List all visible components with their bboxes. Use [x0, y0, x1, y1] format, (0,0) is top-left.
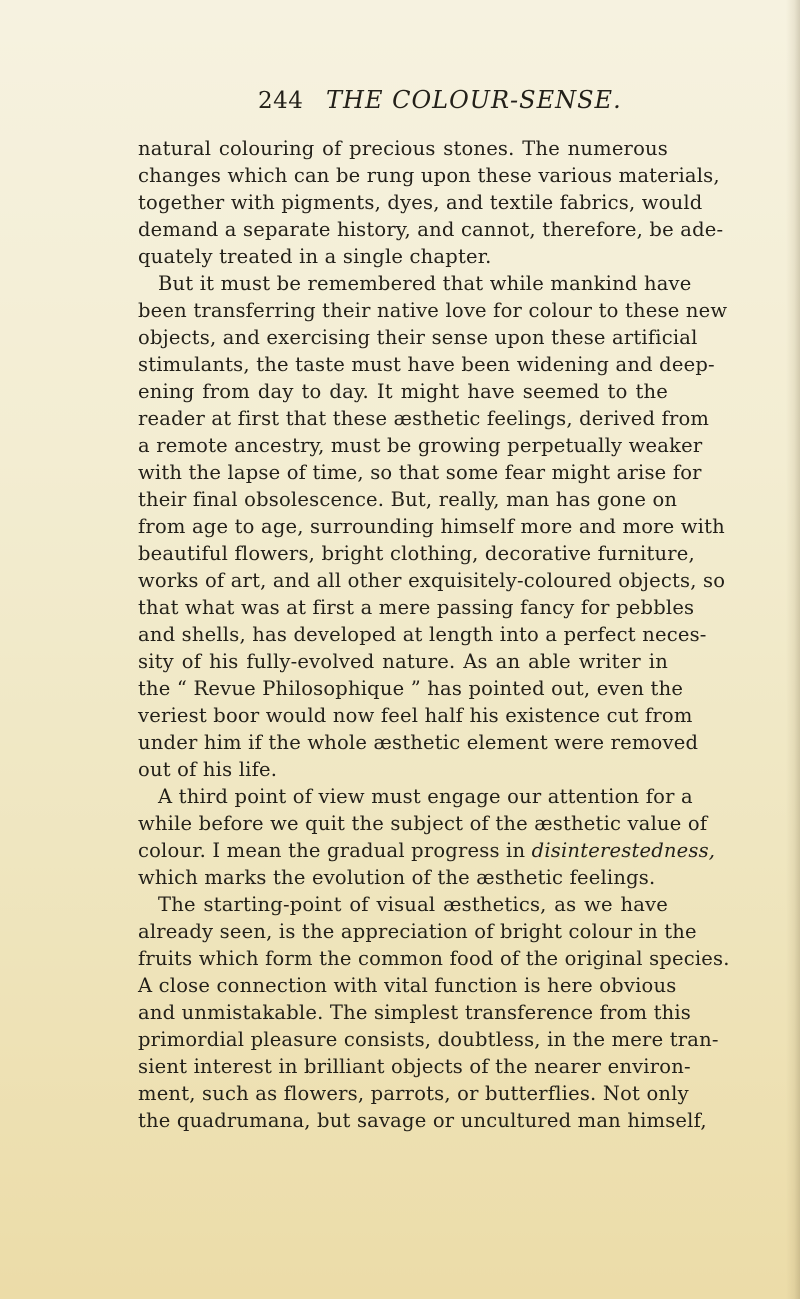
text-line: their final obsolescence. But, really, man has gone on [138, 488, 678, 511]
page-edge-shadow [786, 0, 800, 1299]
emphasis-text: disinterestedness, [531, 839, 716, 862]
text-line: out of his life. [138, 758, 278, 781]
text-line: with the lapse of time, so that some fear might arise for [138, 461, 702, 484]
text-line: and unmistakable. The simplest transference from this [138, 1001, 692, 1024]
text-line: sient interest in brilliant objects of the nearer environ- [138, 1055, 691, 1078]
text-line-with-emphasis [138, 837, 716, 864]
text-line: that what was at first a mere passing fancy for pebbles [138, 596, 695, 619]
text-line: primordial pleasure consists, doubtless, in the mere tran- [138, 1028, 719, 1051]
text-line: veriest boor would now feel half his existence cut from [138, 704, 693, 727]
text-line: beautiful flowers, bright clothing, decorative furniture, [138, 542, 695, 565]
text-line: fruits which form the common food of the original species. [138, 947, 730, 970]
text-line: from age to age, surrounding himself more and more with [138, 515, 725, 538]
text-line: together with pigments, dyes, and textile fabrics, would [138, 191, 703, 214]
text-line: stimulants, the taste must have been widening and deep- [138, 353, 715, 376]
text-line: the “ Revue Philosophique ” has pointed out, even the [138, 677, 684, 700]
running-head [0, 86, 800, 116]
text-line: the quadrumana, but savage or uncultured man himself, [138, 1109, 707, 1132]
text-line: changes which can be rung upon these various materials, [138, 164, 720, 187]
text-line: works of art, and all other exquisitely-coloured objects, so [138, 569, 726, 592]
text-line: reader at first that these æsthetic feelings, derived from [138, 407, 710, 430]
text-line: A close connection with vital function is here obvious [138, 974, 677, 997]
text-line: sity of his fully-evolved nature. As an able writer in [138, 650, 668, 673]
text-line: ening from day to day. It might have seemed to the [138, 380, 668, 403]
text-line: ment, such as flowers, parrots, or butterflies. Not only [138, 1082, 689, 1105]
page-number: 244 [258, 88, 304, 114]
text-line: quately treated in a single chapter. [138, 245, 492, 268]
text-line: natural colouring of precious stones. The numerous [138, 137, 668, 160]
text-line: a remote ancestry, must be growing perpetually weaker [138, 434, 703, 457]
text-line: been transferring their native love for colour to these new [138, 299, 728, 322]
text-line: while before we quit the subject of the æsthetic value of [138, 812, 708, 835]
body-text [138, 135, 730, 1134]
text-line: which marks the evolution of the æsthetic feelings. [138, 866, 656, 889]
text-line: demand a separate history, and cannot, therefore, be ade- [138, 218, 724, 241]
text-line: and shells, has developed at length into a perfect neces- [138, 623, 707, 646]
text-line: The starting-point of visual æsthetics, as we have [158, 893, 668, 916]
text-line: under him if the whole æsthetic element were removed [138, 731, 699, 754]
text-line: already seen, is the appreciation of bright colour in the [138, 920, 697, 943]
text-segment: colour. I mean the gradual progress in [138, 839, 526, 862]
text-line: objects, and exercising their sense upon these artificial [138, 326, 698, 349]
running-title: THE COLOUR-SENSE. [326, 86, 622, 114]
text-line: A third point of view must engage our attention for a [158, 785, 693, 808]
text-line: But it must be remembered that while mankind have [158, 272, 692, 295]
